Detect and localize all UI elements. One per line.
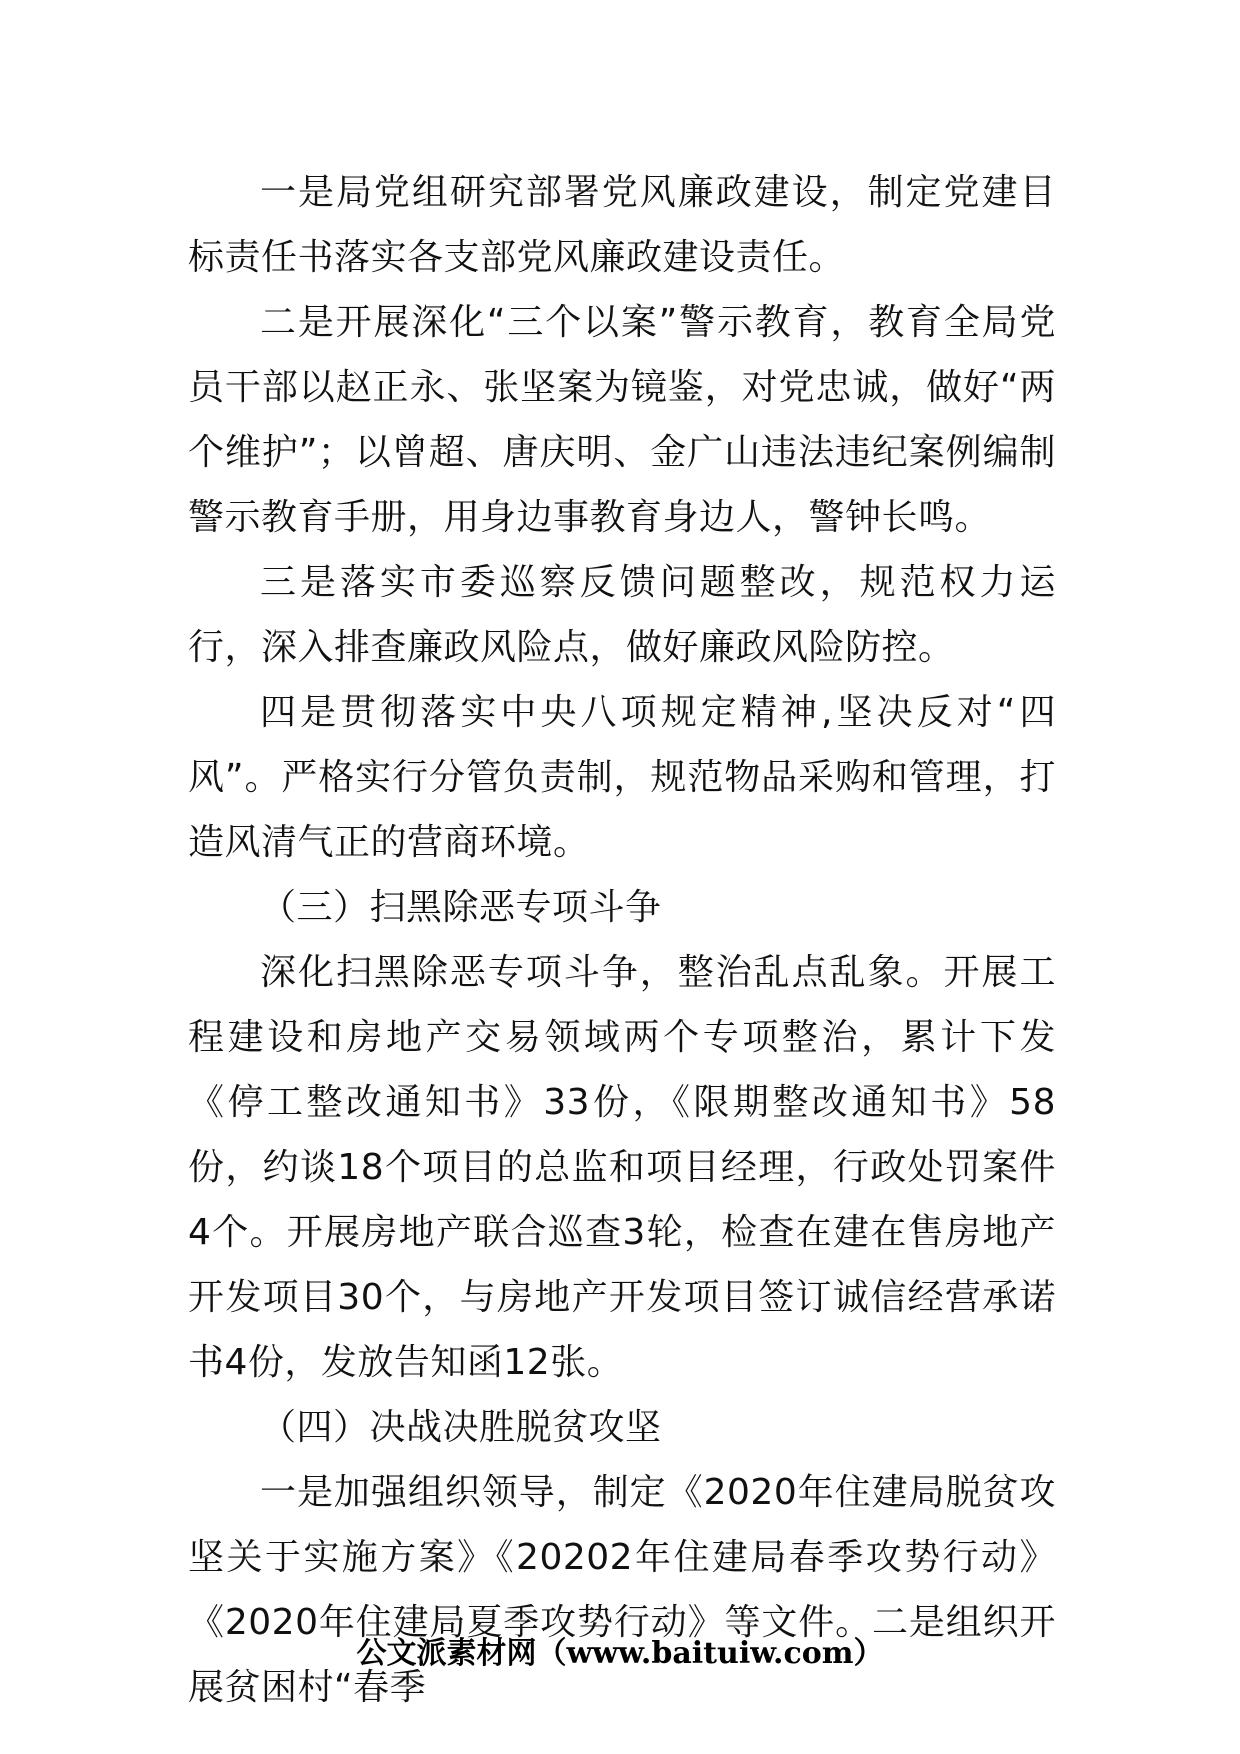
paragraph-3: 三是落实市委巡察反馈问题整改，规范权力运行，深入排查廉政风险点，做好廉政风险防控。 bbox=[188, 562, 1056, 668]
paragraph-4: 四是贯彻落实中央八项规定精神,坚决反对“四风”。严格实行分管负责制，规范物品采购和管理，打造风清气正的营商环境。 bbox=[188, 692, 1056, 863]
paragraph-6: 一是加强组织领导，制定《2020年住建局脱贫攻坚关于实施方案》《20202年住建局春季攻势行动》《2020年住建局夏季攻势行动》等文件。二是组织开展贫困村“春季 bbox=[188, 1472, 1056, 1708]
section-heading-4: （四）决战决胜脱贫攻坚 bbox=[260, 1407, 662, 1448]
footer-watermark: 公文派素材网（www.baituiw.com） bbox=[356, 1636, 884, 1671]
paragraph-5: 深化扫黑除恶专项斗争，整治乱点乱象。开展工程建设和房地产交易领域两个专项整治，累计下发《停工整改通知书》33份，《限期整改通知书》58份，约谈18个项目的总监和项目经理，行政处罚案件4个。开展房地产联合巡查3轮，检查在建在售房地产开发项目30个，与房地产开发项目签订诚信经营承诺书4份，发放告知函12张。 bbox=[188, 952, 1056, 1383]
section-heading-3: （三）扫黑除恶专项斗争 bbox=[260, 887, 662, 928]
paragraph-1: 一是局党组研究部署党风廉政建设，制定党建目标责任书落实各支部党风廉政建设责任。 bbox=[188, 172, 1056, 278]
paragraph-2: 二是开展深化“三个以案”警示教育，教育全局党员干部以赵正永、张坚案为镜鉴，对党忠诚，做好“两个维护”；以曾超、唐庆明、金广山违法违纪案例编制警示教育手册，用身边事教育身边人，警钟长鸣。 bbox=[188, 302, 1056, 538]
document-body bbox=[188, 160, 1056, 1720]
